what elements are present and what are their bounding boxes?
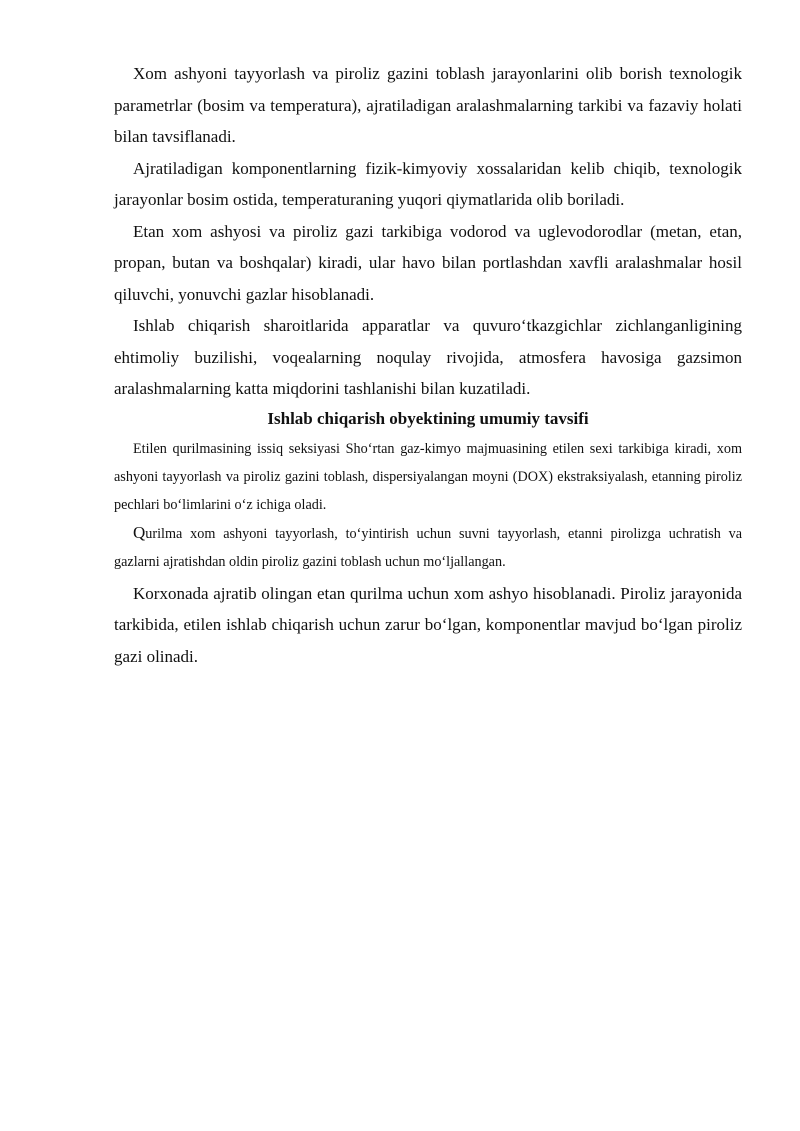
paragraph-unit-purpose: Qurilma xom ashyoni tayyorlash, to‘yintirish uchun suvni tayyorlash, etanni pirolizga uchratish va gazlarni ajratishdan oldin piroliz gazini toblash uchun mo‘ljallangan.	[114, 522, 742, 570]
paragraph-ethane-feedstock: Korxonada ajratib olingan etan qurilma uchun xom ashyo hisoblanadi. Piroliz jarayonida tarkibida, etilen ishlab chiqarish uchun zarur bo‘lgan, komponentlar mavjud bo‘lgan piroliz gazi olinadi.	[114, 583, 742, 666]
paragraph-hot-section: Etilen qurilmasining issiq seksiyasi Sho‘rtan gaz-kimyo majmuasining etilen sexi tarkibiga kiradi, xom ashyoni tayyorlash va piroliz gazini toblash, dispersiyalangan moyni (DOX) ekstraksiyalash, etanning piroliz pechlari bo‘limlarini o‘z ichiga oladi.	[114, 440, 742, 513]
paragraph-process-parameters: Xom ashyoni tayyorlash va piroliz gazini toblash jarayonlarini olib borish texnologik parametrlar (bosim va temperatura), ajratiladigan aralashmalarning tarkibi va fazaviy holati bilan tavsiflanadi.	[114, 64, 742, 146]
document-page	[114, 58, 742, 672]
paragraph-component-properties: Ajratiladigan komponentlarning fizik-kimyoviy xossalaridan kelib chiqib, texnologik jarayonlar bosim ostida, temperaturaning yuqori qiymatlarida olib boriladi.	[114, 158, 742, 209]
paragraph-leak-risk: Ishlab chiqarish sharoitlarida apparatlar va quvuro‘tkazgichlar zichlanganligining ehtimoliy buzilishi, voqealarning noqulay rivojida, atmosfera havosiga gazsimon aralashmalarning katta miqdorini tashlanishi bilan kuzatiladi.	[114, 316, 742, 398]
paragraph-gas-composition: Etan xom ashyosi va piroliz gazi tarkibiga vodorod va uglevodorodlar (metan, etan, propan, butan va boshqalar) kiradi, ular havo bilan portlashdan xavfli aralashmalar hosil qiluvchi, yonuvchi gazlar hisoblanadi.	[114, 221, 742, 304]
section-heading: Ishlab chiqarish obyektining umumiy tavsifi	[267, 408, 589, 428]
